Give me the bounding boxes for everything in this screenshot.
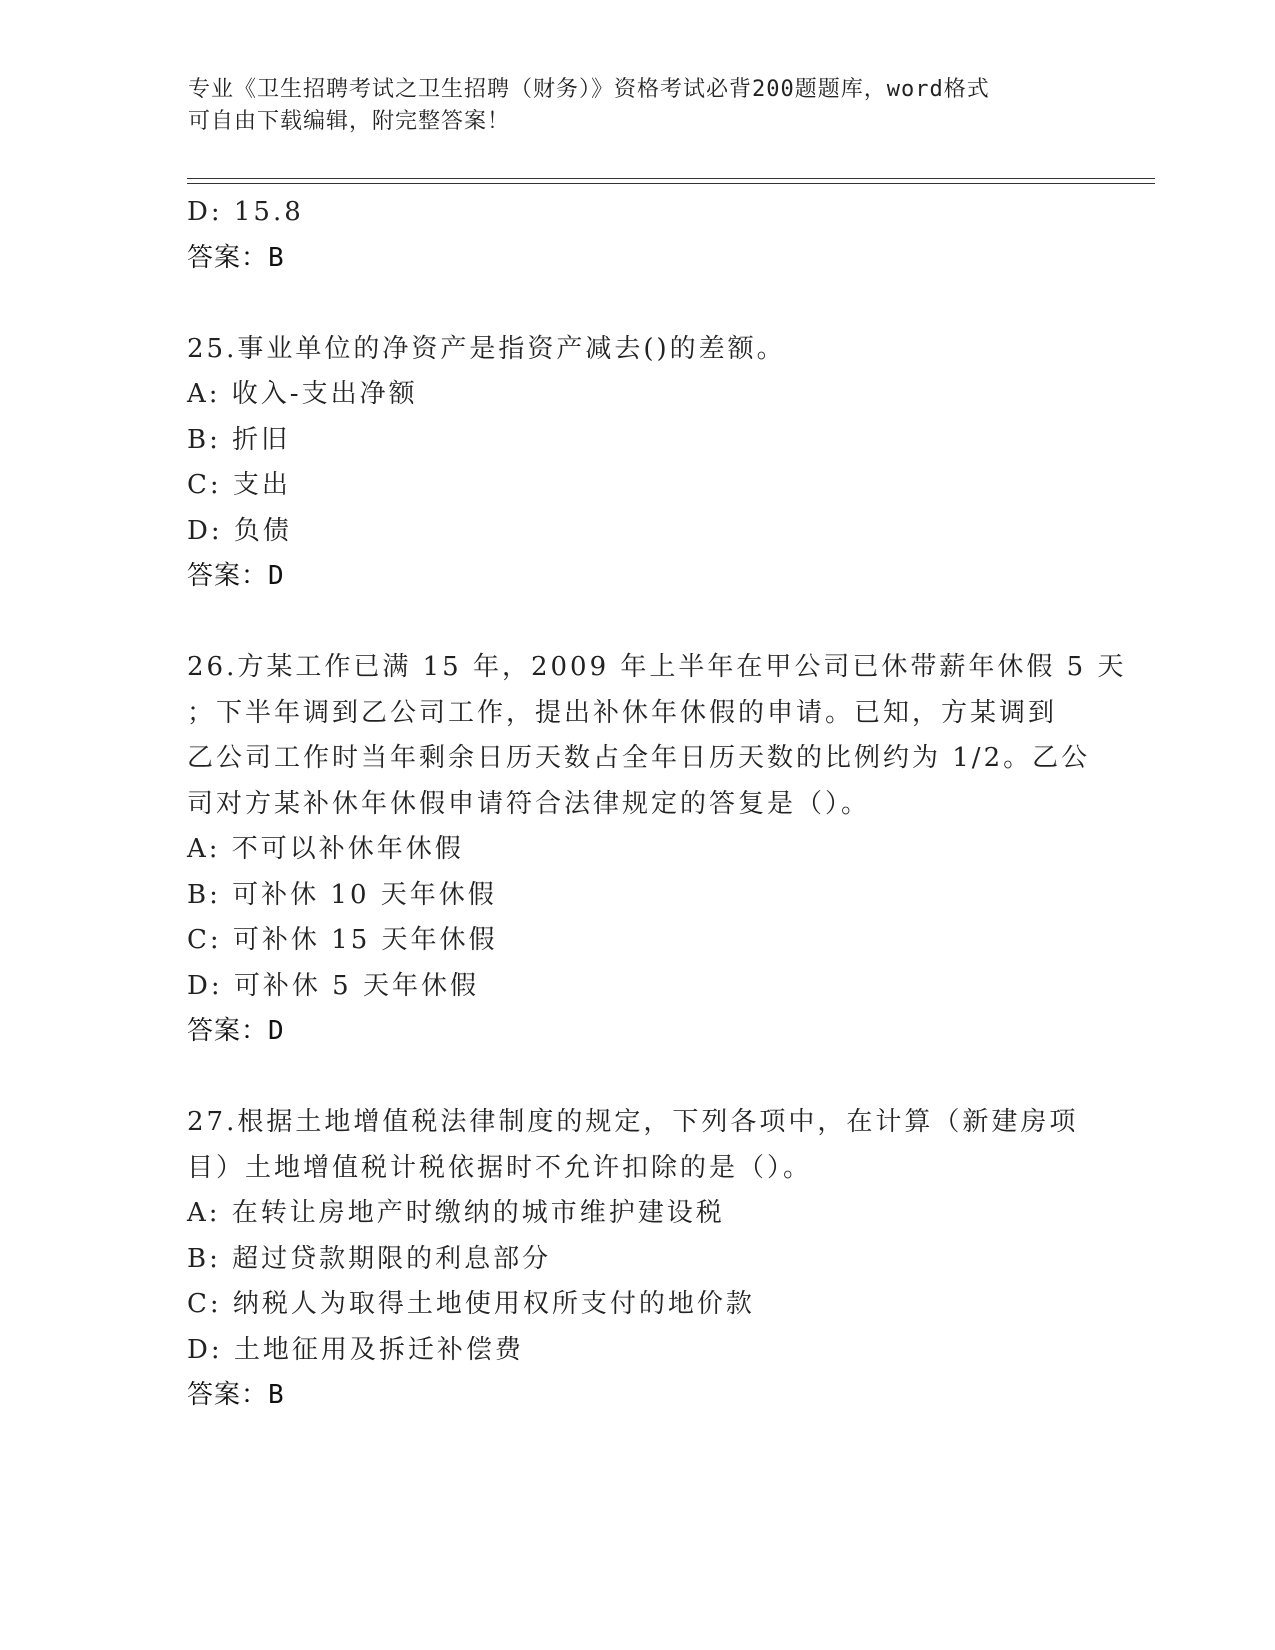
option-c: C: 支出 [187, 470, 291, 500]
header-divider-bottom [187, 183, 1155, 184]
option-d: D: 负债 [187, 515, 292, 546]
option-a: A: 在转让房地产时缴纳的城市维护建设税 [187, 1198, 725, 1228]
option-c: C: 可补休 15 天年休假 [187, 925, 498, 955]
answer-line: 答案：B [187, 1380, 285, 1410]
option-b: B: 可补休 10 天年休假 [187, 879, 497, 910]
spacer [187, 600, 1087, 646]
answer-line: 答案：D [187, 1016, 285, 1046]
option-b: B: 折旧 [187, 424, 291, 455]
option-d: D: 可补休 5 天年休假 [187, 970, 479, 1001]
spacer [187, 281, 1087, 327]
answer-line: 答案：D [187, 561, 285, 591]
question-25 [187, 327, 1087, 600]
question-text-line-2: 目）土地增值税计税依据时不允许扣除的是（）。 [187, 1152, 813, 1183]
question-text-line-2: ；下半年调到乙公司工作，提出补休年休假的申请。已知，方某调到 [187, 697, 1058, 728]
answer-line: 答案：B [187, 242, 285, 273]
question-text-line-1: 27.根据土地增值税法律制度的规定，下列各项中，在计算（新建房项 [187, 1107, 1079, 1137]
option-c: C: 纳税人为取得土地使用权所支付的地价款 [187, 1289, 755, 1319]
header-line-1: 专业《卫生招聘考试之卫生招聘（财务）》资格考试必背200题题库，word格式 [188, 77, 990, 102]
question-text-line-3: 乙公司工作时当年剩余日历天数占全年日历天数的比例约为 1/2。乙公 [187, 743, 1091, 773]
question-text-line-1: 26.方某工作已满 15 年，2009 年上半年在甲公司已休带薪年休假 5 天 [187, 652, 1127, 682]
option-d: D: 土地征用及拆迁补偿费 [187, 1334, 524, 1365]
header-line-2: 可自由下载编辑，附完整答案！ [188, 109, 511, 134]
question-content [187, 190, 1127, 1419]
question-27 [187, 1100, 1087, 1419]
question-text-line-4: 司对方某补休年休假申请符合法律规定的答复是（）。 [187, 788, 871, 819]
question-text: 25.事业单位的净资产是指资产减去()的差额。 [187, 333, 786, 364]
previous-question-tail [187, 190, 1087, 281]
option-b: B: 超过贷款期限的利息部分 [187, 1243, 552, 1274]
spacer [187, 1055, 1087, 1101]
page-header [188, 74, 1088, 138]
header-divider-top [187, 178, 1155, 179]
option-d: D: 15.8 [187, 197, 304, 227]
question-26 [187, 645, 1127, 1055]
option-a: A: 收入-支出净额 [187, 379, 418, 409]
option-a: A: 不可以补休年休假 [187, 834, 464, 864]
